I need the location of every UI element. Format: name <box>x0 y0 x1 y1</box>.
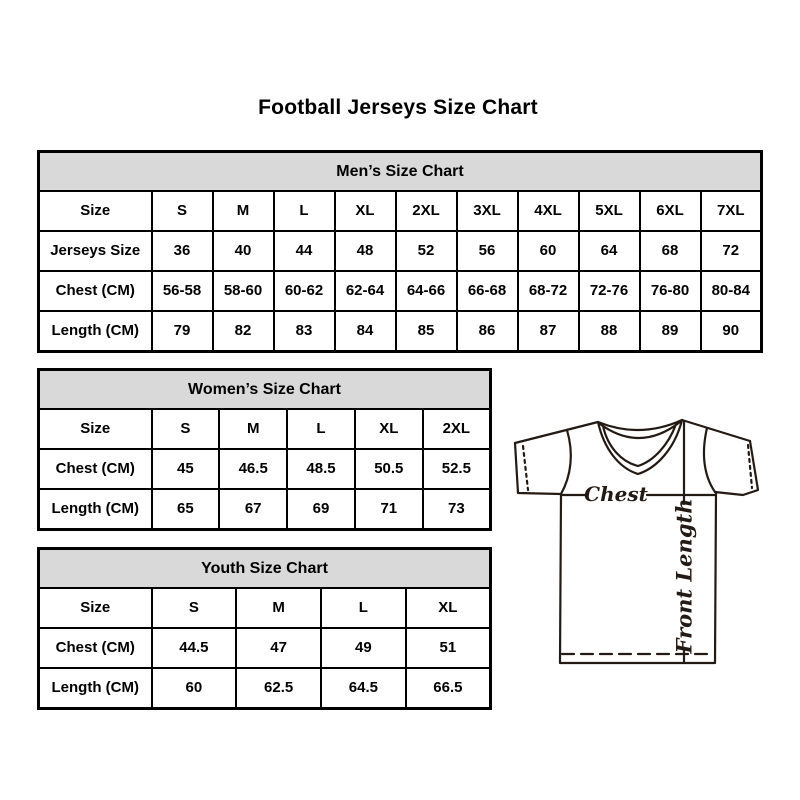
size-value: 60 <box>152 668 237 709</box>
size-value: 52.5 <box>423 449 491 489</box>
size-value: 66.5 <box>406 668 491 709</box>
size-value: 62-64 <box>335 271 396 311</box>
size-value: 36 <box>152 231 213 271</box>
size-value: 52 <box>396 231 457 271</box>
table-row <box>39 449 491 489</box>
table-row <box>39 489 491 530</box>
row-label: Chest (CM) <box>39 271 152 311</box>
table-title: Youth Size Chart <box>39 549 491 589</box>
size-value: XL <box>406 588 491 628</box>
jersey-right-shoulder <box>682 420 750 441</box>
size-value: 79 <box>152 311 213 352</box>
row-label: Chest (CM) <box>39 449 152 489</box>
row-label: Chest (CM) <box>39 628 152 668</box>
size-value: 7XL <box>701 191 762 231</box>
size-value: 72-76 <box>579 271 640 311</box>
womens-size-table <box>37 368 492 531</box>
size-value: 62.5 <box>236 668 321 709</box>
front-length-label: Front Length <box>671 498 697 654</box>
size-value: 86 <box>457 311 518 352</box>
size-value: 60-62 <box>274 271 335 311</box>
table-row <box>39 271 762 311</box>
page-title: Football Jerseys Size Chart <box>258 96 538 119</box>
size-value: 3XL <box>457 191 518 231</box>
size-value: 64-66 <box>396 271 457 311</box>
size-value: 68-72 <box>518 271 579 311</box>
size-value: 5XL <box>579 191 640 231</box>
size-value: M <box>236 588 321 628</box>
table-row <box>39 311 762 352</box>
size-value: 44 <box>274 231 335 271</box>
size-value: 83 <box>274 311 335 352</box>
size-value: 51 <box>406 628 491 668</box>
jersey-right-armhole <box>704 428 715 492</box>
size-value: 82 <box>213 311 274 352</box>
size-value: 71 <box>355 489 423 530</box>
size-value: 49 <box>321 628 406 668</box>
row-label: Size <box>39 409 152 449</box>
size-value: M <box>219 409 287 449</box>
size-value: 73 <box>423 489 491 530</box>
size-value: 67 <box>219 489 287 530</box>
size-value: 64.5 <box>321 668 406 709</box>
chest-label: Chest <box>584 482 648 506</box>
size-value: 2XL <box>396 191 457 231</box>
table-row <box>39 231 762 271</box>
size-value: L <box>274 191 335 231</box>
size-value: 48 <box>335 231 396 271</box>
size-value: 2XL <box>423 409 491 449</box>
size-value: 66-68 <box>457 271 518 311</box>
size-value: 90 <box>701 311 762 352</box>
size-value: 40 <box>213 231 274 271</box>
size-value: 65 <box>152 489 220 530</box>
size-value: 45 <box>152 449 220 489</box>
table-title: Women’s Size Chart <box>39 370 491 410</box>
size-value: 84 <box>335 311 396 352</box>
jersey-left-sleeve <box>515 443 561 494</box>
youth-size-table <box>37 547 492 710</box>
size-value: 50.5 <box>355 449 423 489</box>
size-value: S <box>152 191 213 231</box>
row-label: Length (CM) <box>39 489 152 530</box>
row-label: Length (CM) <box>39 668 152 709</box>
jersey-left-shoulder <box>515 422 598 443</box>
mens-size-table <box>37 150 763 353</box>
size-value: 85 <box>396 311 457 352</box>
size-value: 89 <box>640 311 701 352</box>
table-row <box>39 409 491 449</box>
size-value: 58-60 <box>213 271 274 311</box>
size-value: XL <box>335 191 396 231</box>
size-value: 88 <box>579 311 640 352</box>
table-title: Men’s Size Chart <box>39 152 762 192</box>
size-value: 46.5 <box>219 449 287 489</box>
table-row <box>39 628 491 668</box>
size-value: 64 <box>579 231 640 271</box>
size-value: S <box>152 588 237 628</box>
size-value: 47 <box>236 628 321 668</box>
size-value: L <box>287 409 355 449</box>
size-value: 56 <box>457 231 518 271</box>
jersey-left-armhole <box>561 430 571 494</box>
left-cuff-dashed-line <box>523 446 528 490</box>
size-value: 6XL <box>640 191 701 231</box>
size-value: 80-84 <box>701 271 762 311</box>
size-value: 72 <box>701 231 762 271</box>
size-value: 69 <box>287 489 355 530</box>
row-label: Jerseys Size <box>39 231 152 271</box>
table-row <box>39 668 491 709</box>
table-row <box>39 191 762 231</box>
size-value: 56-58 <box>152 271 213 311</box>
row-label: Length (CM) <box>39 311 152 352</box>
row-label: Size <box>39 191 152 231</box>
size-value: 4XL <box>518 191 579 231</box>
size-value: XL <box>355 409 423 449</box>
size-value: 68 <box>640 231 701 271</box>
size-value: 87 <box>518 311 579 352</box>
size-value: 48.5 <box>287 449 355 489</box>
size-value: S <box>152 409 220 449</box>
row-label: Size <box>39 588 152 628</box>
size-value: L <box>321 588 406 628</box>
size-value: 76-80 <box>640 271 701 311</box>
jersey-measurement-diagram <box>505 412 800 672</box>
size-value: 60 <box>518 231 579 271</box>
table-row <box>39 588 491 628</box>
size-value: M <box>213 191 274 231</box>
size-value: 44.5 <box>152 628 237 668</box>
